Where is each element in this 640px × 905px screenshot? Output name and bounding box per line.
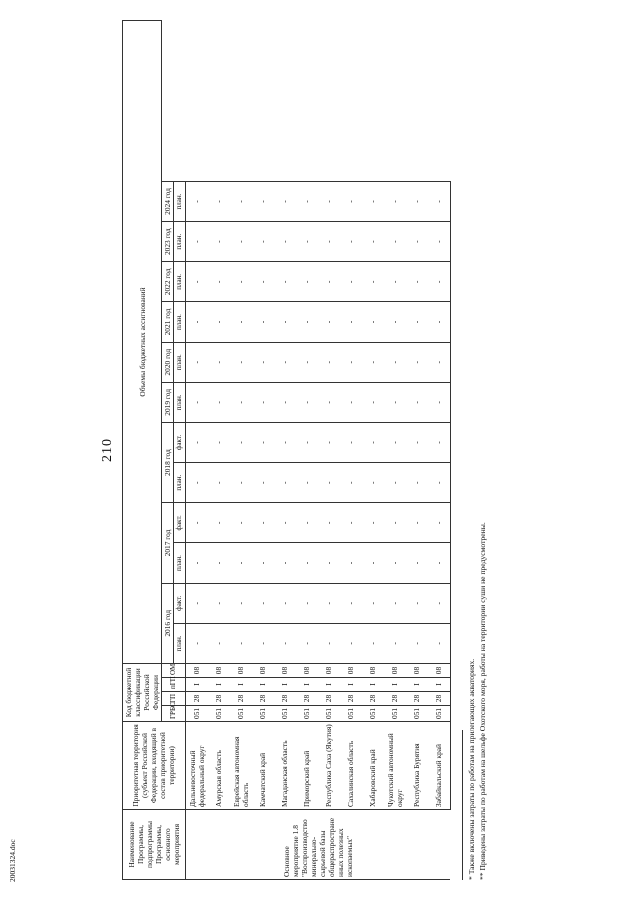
value-cell: - [428, 342, 451, 382]
header-budget-code: Код бюджетной классификации Российской Федерации [123, 663, 162, 721]
value-cell: - [274, 181, 296, 221]
territory-cell: Чукотский автономный округ [384, 722, 406, 810]
grbs-cell: 051 [252, 706, 274, 722]
value-cell: - [406, 503, 428, 543]
value-cell: - [384, 422, 406, 462]
table-row [318, 21, 340, 880]
value-cell: - [185, 583, 208, 623]
territory-cell: Республика Саха (Якутия) [318, 722, 340, 810]
value-cell: - [185, 342, 208, 382]
value-cell: - [318, 222, 340, 262]
year-header: 2020 год [162, 342, 174, 382]
gp-cell: 28 [406, 692, 428, 706]
value-cell: - [340, 543, 362, 583]
pgp-cell: I [296, 678, 318, 692]
table-row [340, 21, 362, 880]
year-header: 2019 год [162, 382, 174, 422]
value-cell: - [296, 382, 318, 422]
table-row [185, 21, 208, 880]
value-cell: - [208, 302, 230, 342]
value-cell: - [318, 422, 340, 462]
value-cell: - [208, 623, 230, 663]
value-cell: - [208, 262, 230, 302]
value-cell: - [252, 342, 274, 382]
om-cell: 08 [340, 663, 362, 677]
value-cell: - [318, 543, 340, 583]
gp-cell: 28 [185, 692, 208, 706]
value-cell: - [406, 181, 428, 221]
value-cell: - [274, 222, 296, 262]
value-cell: - [230, 623, 252, 663]
gp-cell: 28 [362, 692, 384, 706]
value-cell: - [230, 422, 252, 462]
value-cell: - [230, 463, 252, 503]
value-cell: - [340, 222, 362, 262]
value-cell: - [362, 222, 384, 262]
rotated-content [100, 20, 520, 880]
value-cell: - [406, 302, 428, 342]
value-cell: - [230, 583, 252, 623]
plan-header: план. [174, 222, 186, 262]
footnote-1: * Также включены затраты по работам на прилегающих акваториях. [467, 658, 476, 880]
value-cell: - [362, 422, 384, 462]
om-cell: 08 [362, 663, 384, 677]
table-row [384, 21, 406, 880]
value-cell: - [274, 583, 296, 623]
pgp-cell: I [252, 678, 274, 692]
territory-cell: Забайкальский край [428, 722, 451, 810]
value-cell: - [406, 382, 428, 422]
value-cell: - [318, 342, 340, 382]
value-cell: - [384, 302, 406, 342]
value-cell: - [384, 262, 406, 302]
measure-name: Основное мероприятие 1.8 "Воспроизводство минерально-сырьевой базы общераспростране нных полезных ископаемых" [185, 810, 450, 880]
header-code-grbs: ГРБС [162, 706, 186, 722]
value-cell: - [428, 543, 451, 583]
om-cell: 08 [318, 663, 340, 677]
value-cell: - [185, 382, 208, 422]
table-row [252, 21, 274, 880]
plan-header: план. [174, 463, 186, 503]
territory-cell: Амурская область [208, 722, 230, 810]
footnotes [462, 20, 489, 880]
value-cell: - [428, 302, 451, 342]
value-cell: - [384, 583, 406, 623]
header-volumes: Объемы бюджетных ассигнований [123, 21, 162, 664]
value-cell: - [340, 623, 362, 663]
pgp-cell: I [185, 678, 208, 692]
value-cell: - [406, 623, 428, 663]
grbs-cell: 051 [274, 706, 296, 722]
value-cell: - [296, 302, 318, 342]
fact-header: факт. [174, 503, 186, 543]
value-cell: - [296, 463, 318, 503]
grbs-cell: 051 [296, 706, 318, 722]
om-cell: 08 [406, 663, 428, 677]
plan-header: план. [174, 382, 186, 422]
gp-cell: 28 [274, 692, 296, 706]
table-row [362, 21, 384, 880]
pgp-cell: I [274, 678, 296, 692]
page-number: 210 [100, 438, 115, 462]
gp-cell: 28 [318, 692, 340, 706]
value-cell: - [318, 583, 340, 623]
value-cell: - [362, 543, 384, 583]
grbs-cell: 051 [406, 706, 428, 722]
plan-header: план. [174, 623, 186, 663]
value-cell: - [318, 262, 340, 302]
table-row [208, 21, 230, 880]
table-header [123, 21, 186, 880]
plan-header: план. [174, 543, 186, 583]
year-header: 2024 год [162, 181, 174, 221]
value-cell: - [296, 342, 318, 382]
value-cell: - [384, 181, 406, 221]
value-cell: - [230, 342, 252, 382]
plan-header: план. [174, 262, 186, 302]
value-cell: - [208, 422, 230, 462]
value-cell: - [252, 503, 274, 543]
territory-cell: Республика Бурятия [406, 722, 428, 810]
year-header: 2022 год [162, 262, 174, 302]
value-cell: - [428, 422, 451, 462]
value-cell: - [252, 262, 274, 302]
value-cell: - [274, 503, 296, 543]
grbs-cell: 051 [185, 706, 208, 722]
value-cell: - [274, 422, 296, 462]
value-cell: - [340, 503, 362, 543]
value-cell: - [274, 463, 296, 503]
value-cell: - [252, 623, 274, 663]
value-cell: - [274, 302, 296, 342]
value-cell: - [362, 463, 384, 503]
value-cell: - [185, 422, 208, 462]
pgp-cell: I [362, 678, 384, 692]
value-cell: - [208, 583, 230, 623]
territory-cell: Еврейская автономная область [230, 722, 252, 810]
grbs-cell: 051 [384, 706, 406, 722]
territory-cell: Приморский край [296, 722, 318, 810]
value-cell: - [296, 181, 318, 221]
header-name: Наименование Программы, подпрограммы Программы, основного мероприятия [123, 810, 186, 880]
value-cell: - [274, 262, 296, 302]
territory-cell: Дальневосточный федеральный округ [185, 722, 208, 810]
value-cell: - [185, 181, 208, 221]
grbs-cell: 051 [230, 706, 252, 722]
pgp-cell: I [208, 678, 230, 692]
value-cell: - [384, 623, 406, 663]
header-territory: Приоритетная территория (субъект Российской Федерации, входящий в состав приоритетной территории) [123, 722, 186, 810]
value-cell: - [428, 181, 451, 221]
value-cell: - [252, 422, 274, 462]
value-cell: - [340, 342, 362, 382]
pgp-cell: I [340, 678, 362, 692]
value-cell: - [340, 262, 362, 302]
grbs-cell: 051 [340, 706, 362, 722]
value-cell: - [406, 342, 428, 382]
value-cell: - [252, 543, 274, 583]
gp-cell: 28 [296, 692, 318, 706]
value-cell: - [208, 463, 230, 503]
value-cell: - [230, 181, 252, 221]
value-cell: - [252, 181, 274, 221]
value-cell: - [208, 382, 230, 422]
value-cell: - [318, 382, 340, 422]
value-cell: - [208, 543, 230, 583]
value-cell: - [340, 181, 362, 221]
gp-cell: 28 [384, 692, 406, 706]
table-row [296, 21, 318, 880]
header-code-pgp: пГП [162, 678, 186, 692]
value-cell: - [340, 422, 362, 462]
territory-cell: Камчатский край [252, 722, 274, 810]
gp-cell: 28 [340, 692, 362, 706]
grbs-cell: 051 [208, 706, 230, 722]
value-cell: - [252, 382, 274, 422]
fact-header: факт. [174, 422, 186, 462]
value-cell: - [185, 262, 208, 302]
value-cell: - [362, 181, 384, 221]
value-cell: - [296, 543, 318, 583]
pgp-cell: I [384, 678, 406, 692]
value-cell: - [252, 222, 274, 262]
value-cell: - [230, 302, 252, 342]
value-cell: - [428, 583, 451, 623]
value-cell: - [384, 382, 406, 422]
table-body [185, 21, 450, 880]
value-cell: - [185, 623, 208, 663]
table-row [230, 21, 252, 880]
territory-cell: Хабаровский край [362, 722, 384, 810]
value-cell: - [406, 262, 428, 302]
value-cell: - [296, 623, 318, 663]
value-cell: - [428, 262, 451, 302]
value-cell: - [340, 382, 362, 422]
footnote-divider [462, 730, 463, 880]
value-cell: - [428, 463, 451, 503]
value-cell: - [362, 302, 384, 342]
value-cell: - [362, 623, 384, 663]
gp-cell: 28 [230, 692, 252, 706]
value-cell: - [208, 222, 230, 262]
om-cell: 08 [274, 663, 296, 677]
om-cell: 08 [185, 663, 208, 677]
value-cell: - [185, 222, 208, 262]
plan-header: план. [174, 181, 186, 221]
value-cell: - [318, 463, 340, 503]
value-cell: - [340, 463, 362, 503]
value-cell: - [318, 181, 340, 221]
value-cell: - [230, 543, 252, 583]
value-cell: - [428, 503, 451, 543]
table-row [428, 21, 451, 880]
value-cell: - [296, 262, 318, 302]
value-cell: - [428, 623, 451, 663]
value-cell: - [384, 543, 406, 583]
value-cell: - [274, 543, 296, 583]
value-cell: - [384, 222, 406, 262]
value-cell: - [296, 503, 318, 543]
om-cell: 08 [428, 663, 451, 677]
value-cell: - [340, 302, 362, 342]
gp-cell: 28 [252, 692, 274, 706]
value-cell: - [362, 342, 384, 382]
value-cell: - [230, 222, 252, 262]
value-cell: - [428, 382, 451, 422]
grbs-cell: 051 [428, 706, 451, 722]
document-code: 20031324.doc [8, 839, 17, 882]
value-cell: - [185, 463, 208, 503]
value-cell: - [208, 342, 230, 382]
header-code-gp: ГП [162, 692, 186, 706]
value-cell: - [406, 222, 428, 262]
value-cell: - [252, 302, 274, 342]
value-cell: - [230, 262, 252, 302]
value-cell: - [252, 463, 274, 503]
grbs-cell: 051 [318, 706, 340, 722]
table-row [406, 21, 428, 880]
pgp-cell: I [406, 678, 428, 692]
value-cell: - [362, 503, 384, 543]
footnote-2: ** Приведены затраты по работам на шельфе Охотского моря, работы на территории суши не предусмотрены. [478, 522, 487, 880]
value-cell: - [208, 503, 230, 543]
grbs-cell: 051 [362, 706, 384, 722]
value-cell: - [318, 302, 340, 342]
value-cell: - [274, 382, 296, 422]
om-cell: 08 [208, 663, 230, 677]
budget-table [122, 20, 451, 880]
value-cell: - [208, 181, 230, 221]
value-cell: - [230, 503, 252, 543]
pgp-cell: I [428, 678, 451, 692]
value-cell: - [185, 302, 208, 342]
year-header: 2023 год [162, 222, 174, 262]
territory-cell: Сахалинская область [340, 722, 362, 810]
om-cell: 08 [230, 663, 252, 677]
om-cell: 08 [252, 663, 274, 677]
value-cell: - [362, 262, 384, 302]
table-row [274, 21, 296, 880]
value-cell: - [384, 342, 406, 382]
header-code-om: ОМ [162, 663, 186, 677]
value-cell: - [362, 583, 384, 623]
plan-header: план. [174, 342, 186, 382]
fact-header: факт. [174, 583, 186, 623]
value-cell: - [406, 463, 428, 503]
value-cell: - [362, 382, 384, 422]
pgp-cell: I [318, 678, 340, 692]
value-cell: - [185, 543, 208, 583]
value-cell: - [406, 543, 428, 583]
value-cell: - [185, 503, 208, 543]
value-cell: - [428, 222, 451, 262]
territory-cell: Магаданская область [274, 722, 296, 810]
value-cell: - [318, 503, 340, 543]
year-header: 2018 год [162, 422, 174, 502]
om-cell: 08 [296, 663, 318, 677]
year-header: 2021 год [162, 302, 174, 342]
value-cell: - [296, 222, 318, 262]
value-cell: - [318, 623, 340, 663]
value-cell: - [340, 583, 362, 623]
value-cell: - [274, 342, 296, 382]
value-cell: - [274, 623, 296, 663]
year-header: 2016 год [162, 583, 174, 663]
value-cell: - [296, 422, 318, 462]
om-cell: 08 [384, 663, 406, 677]
value-cell: - [384, 503, 406, 543]
value-cell: - [384, 463, 406, 503]
value-cell: - [230, 382, 252, 422]
value-cell: - [252, 583, 274, 623]
year-header: 2017 год [162, 503, 174, 583]
value-cell: - [406, 583, 428, 623]
value-cell: - [406, 422, 428, 462]
value-cell: - [296, 583, 318, 623]
gp-cell: 28 [428, 692, 451, 706]
plan-header: план. [174, 302, 186, 342]
pgp-cell: I [230, 678, 252, 692]
gp-cell: 28 [208, 692, 230, 706]
